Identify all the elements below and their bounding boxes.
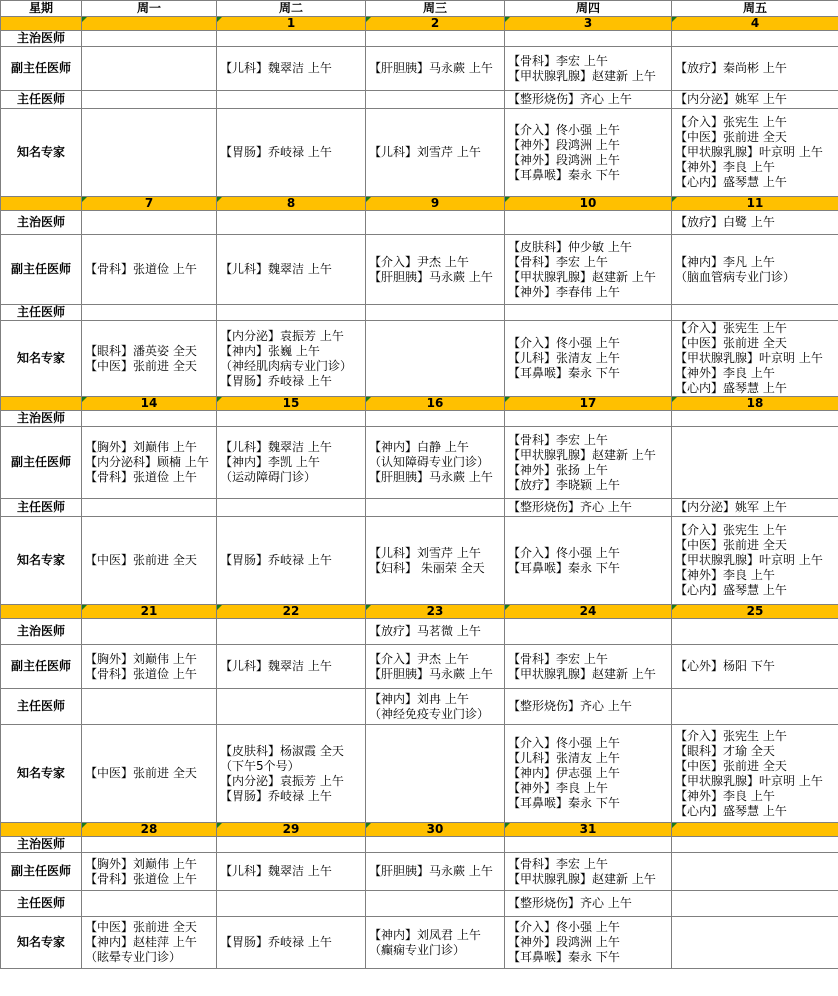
date-row <box>1 823 838 837</box>
role-label: 主治医师 <box>1 837 82 853</box>
schedule-cell-thu <box>505 837 672 853</box>
doctor-entry: （神经肌肉病专业门诊） <box>220 358 353 373</box>
doctor-entry: 【皮肤科】杨淑霞 全天 <box>220 743 344 758</box>
schedule-cell-tue <box>217 211 366 235</box>
schedule-cell-mon <box>82 235 217 305</box>
schedule-cell-mon <box>82 517 217 605</box>
schedule-cell-thu <box>505 47 672 91</box>
schedule-row <box>1 645 838 689</box>
doctor-entry: 【妇科】 朱丽荣 全天 <box>369 560 485 575</box>
date-cell-mon: 7 <box>82 197 217 211</box>
schedule-row <box>1 411 838 427</box>
doctor-entry: 【神外】张扬 上午 <box>508 462 608 477</box>
doctor-entry: 【耳鼻喉】秦永 下午 <box>508 560 620 575</box>
doctor-entry: 【胃肠】乔岐禄 上午 <box>220 788 332 803</box>
schedule-row <box>1 725 838 823</box>
doctor-entry: 【胃肠】乔岐禄 上午 <box>220 553 332 567</box>
doctor-entry: 【甲状腺乳腺】赵建新 上午 <box>508 447 656 462</box>
date-cell-wed: 9 <box>366 197 505 211</box>
schedule-cell-tue <box>217 109 366 197</box>
schedule-row <box>1 917 838 969</box>
doctor-entry: 【介入】佟小强 上午 <box>508 545 620 560</box>
doctor-entry: 【骨科】张道俭 上午 <box>85 262 197 276</box>
schedule-row <box>1 211 838 235</box>
date-cell-thu: 24 <box>505 605 672 619</box>
role-label: 主治医师 <box>1 619 82 645</box>
schedule-cell-wed <box>366 305 505 321</box>
role-label: 知名专家 <box>1 517 82 605</box>
schedule-cell-thu <box>505 109 672 197</box>
date-row-spacer <box>1 197 82 211</box>
doctor-entry: 【耳鼻喉】秦永 下午 <box>508 796 620 810</box>
schedule-cell-fri <box>672 109 838 197</box>
doctor-entry: 【整形烧伤】齐心 上午 <box>508 699 632 713</box>
doctor-entry: 【甲状腺乳腺】赵建新 上午 <box>508 871 656 886</box>
schedule-row <box>1 91 838 109</box>
doctor-entry: （眩晕专业门诊） <box>85 950 182 964</box>
doctor-entry: 【甲状腺乳腺】叶京明 上午 <box>675 773 823 788</box>
schedule-cell-wed <box>366 837 505 853</box>
schedule-cell-tue <box>217 891 366 917</box>
role-label: 主任医师 <box>1 91 82 109</box>
role-label: 主治医师 <box>1 411 82 427</box>
date-cell-fri: 4 <box>672 17 838 31</box>
schedule-cell-wed <box>366 689 505 725</box>
doctor-entry: 【耳鼻喉】秦永 下午 <box>508 950 620 964</box>
schedule-cell-tue <box>217 499 366 517</box>
doctor-entry: 【神外】李良 上午 <box>675 568 775 582</box>
doctor-entry: 【整形烧伤】齐心 上午 <box>508 92 632 106</box>
header-cell-wed: 周三 <box>366 1 505 17</box>
date-cell-mon: 28 <box>82 823 217 837</box>
doctor-entry: 【骨科】李宏 上午 <box>508 651 608 666</box>
date-row-spacer <box>1 605 82 619</box>
date-row-spacer <box>1 17 82 31</box>
date-cell-thu: 10 <box>505 197 672 211</box>
doctor-entry: 【内分泌科】顾楠 上午 <box>85 455 209 469</box>
schedule-cell-fri <box>672 619 838 645</box>
date-cell-thu: 3 <box>505 17 672 31</box>
role-label: 主治医师 <box>1 211 82 235</box>
doctor-entry: 【胸外】刘巅伟 上午 <box>85 440 197 454</box>
schedule-cell-wed <box>366 499 505 517</box>
doctor-entry: （认知障碍专业门诊） <box>369 455 490 469</box>
doctor-entry: 【骨科】张道俭 上午 <box>85 871 197 886</box>
doctor-entry: 【儿科】刘雪芹 上午 <box>369 545 481 560</box>
doctor-entry: 【放疗】马茗微 上午 <box>369 624 481 638</box>
role-label: 主任医师 <box>1 891 82 917</box>
date-row <box>1 197 838 211</box>
date-cell-tue: 1 <box>217 17 366 31</box>
schedule-cell-fri <box>672 411 838 427</box>
doctor-entry: 【骨科】张道俭 上午 <box>85 666 197 681</box>
schedule-cell-fri <box>672 853 838 891</box>
schedule-cell-wed <box>366 891 505 917</box>
role-label: 副主任医师 <box>1 853 82 891</box>
schedule-cell-fri <box>672 47 838 91</box>
date-cell-wed: 16 <box>366 397 505 411</box>
date-cell-mon: 14 <box>82 397 217 411</box>
doctor-entry: 【神外】段鸿洲 上午 <box>508 935 620 949</box>
date-cell-fri <box>672 823 838 837</box>
schedule-cell-fri <box>672 837 838 853</box>
schedule-cell-tue <box>217 517 366 605</box>
doctor-entry: 【神外】李春伟 上午 <box>508 284 620 299</box>
role-label: 知名专家 <box>1 917 82 969</box>
role-label: 知名专家 <box>1 725 82 823</box>
date-cell-wed: 23 <box>366 605 505 619</box>
doctor-entry: 【中医】张前进 全天 <box>675 336 787 350</box>
doctor-entry: 【骨科】张道俭 上午 <box>85 470 197 484</box>
schedule-cell-thu <box>505 917 672 969</box>
doctor-entry: 【内分泌】袁振芳 上午 <box>220 328 344 343</box>
doctor-entry: （癫痫专业门诊） <box>369 942 466 957</box>
header-cell-mon: 周一 <box>82 1 217 17</box>
schedule-cell-mon <box>82 47 217 91</box>
schedule-cell-thu <box>505 499 672 517</box>
schedule-cell-mon <box>82 689 217 725</box>
schedule-cell-mon <box>82 305 217 321</box>
date-cell-tue: 22 <box>217 605 366 619</box>
doctor-entry: 【骨科】李宏 上午 <box>508 254 608 269</box>
schedule-cell-tue <box>217 305 366 321</box>
schedule-cell-mon <box>82 619 217 645</box>
doctor-entry: 【放疗】白鹭 上午 <box>675 215 775 229</box>
doctor-entry: 【儿科】张清友 上午 <box>508 351 620 365</box>
role-label: 副主任医师 <box>1 47 82 91</box>
schedule-cell-thu <box>505 645 672 689</box>
doctor-entry: 【儿科】魏翠洁 上午 <box>220 61 332 75</box>
schedule-row <box>1 619 838 645</box>
date-cell-fri: 25 <box>672 605 838 619</box>
date-cell-tue: 29 <box>217 823 366 837</box>
schedule-cell-fri <box>672 427 838 499</box>
schedule-cell-thu <box>505 211 672 235</box>
doctor-entry: 【神外】段鸿洲 上午 <box>508 152 620 167</box>
schedule-cell-wed <box>366 619 505 645</box>
header-cell-thu: 周四 <box>505 1 672 17</box>
schedule-cell-mon <box>82 499 217 517</box>
doctor-entry: 【耳鼻喉】秦永 下午 <box>508 167 620 182</box>
doctor-entry: 【中医】张前进 全天 <box>85 920 197 934</box>
role-label: 知名专家 <box>1 321 82 397</box>
schedule-row <box>1 427 838 499</box>
doctor-entry: 【神内】李凯 上午 <box>220 455 320 469</box>
doctor-entry: 【儿科】魏翠洁 上午 <box>220 659 332 673</box>
date-cell-wed: 2 <box>366 17 505 31</box>
schedule-cell-thu <box>505 891 672 917</box>
doctor-entry: 【中医】张前进 全天 <box>675 758 787 773</box>
header-row <box>1 1 838 17</box>
doctor-entry: 【神内】白静 上午 <box>369 440 469 454</box>
role-label: 副主任医师 <box>1 645 82 689</box>
doctor-entry: 【整形烧伤】齐心 上午 <box>508 500 632 514</box>
doctor-entry: 【儿科】魏翠洁 上午 <box>220 864 332 878</box>
date-cell-thu: 17 <box>505 397 672 411</box>
doctor-entry: 【儿科】魏翠洁 上午 <box>220 440 332 454</box>
doctor-entry: （下午5个号） <box>220 758 300 773</box>
schedule-cell-tue <box>217 47 366 91</box>
date-row <box>1 605 838 619</box>
doctor-entry: 【甲状腺乳腺】叶京明 上午 <box>675 145 823 159</box>
doctor-entry: 【内分泌】袁振芳 上午 <box>220 773 344 788</box>
role-label: 主任医师 <box>1 689 82 725</box>
schedule-cell-thu <box>505 411 672 427</box>
schedule-cell-tue <box>217 411 366 427</box>
doctor-entry: 【内分泌】姚军 上午 <box>675 500 787 514</box>
schedule-cell-wed <box>366 853 505 891</box>
schedule-cell-wed <box>366 235 505 305</box>
doctor-entry: 【介入】尹杰 上午 <box>369 651 469 666</box>
schedule-cell-fri <box>672 211 838 235</box>
role-label: 知名专家 <box>1 109 82 197</box>
doctor-entry: 【内分泌】姚军 上午 <box>675 92 787 106</box>
doctor-entry: 【皮肤科】仲少敏 上午 <box>508 239 632 254</box>
doctor-entry: 【介入】尹杰 上午 <box>369 254 469 269</box>
schedule-cell-fri <box>672 891 838 917</box>
schedule-row <box>1 47 838 91</box>
schedule-cell-wed <box>366 47 505 91</box>
schedule-cell-fri <box>672 305 838 321</box>
schedule-row <box>1 305 838 321</box>
doctor-entry: 【甲状腺乳腺】赵建新 上午 <box>508 666 656 681</box>
schedule-row <box>1 499 838 517</box>
date-cell-wed: 30 <box>366 823 505 837</box>
schedule-cell-mon <box>82 91 217 109</box>
schedule-cell-fri <box>672 917 838 969</box>
doctor-entry: 【心内】盛琴慧 上午 <box>675 175 787 189</box>
doctor-entry: 【中医】张前进 全天 <box>675 538 787 552</box>
schedule-cell-wed <box>366 31 505 47</box>
schedule-cell-mon <box>82 31 217 47</box>
schedule-cell-tue <box>217 917 366 969</box>
doctor-entry: 【胃肠】乔岐禄 上午 <box>220 935 332 949</box>
doctor-entry: 【肝胆胰】马永蕨 上午 <box>369 470 493 484</box>
doctor-entry: 【中医】张前进 全天 <box>85 553 197 567</box>
doctor-entry: 【骨科】李宏 上午 <box>508 53 608 68</box>
schedule-cell-tue <box>217 689 366 725</box>
schedule-cell-thu <box>505 619 672 645</box>
doctor-entry: 【介入】佟小强 上午 <box>508 336 620 350</box>
doctor-entry: 【甲状腺乳腺】叶京明 上午 <box>675 351 823 365</box>
schedule-row <box>1 853 838 891</box>
schedule-cell-mon <box>82 109 217 197</box>
role-label: 主治医师 <box>1 31 82 47</box>
doctor-entry: 【胸外】刘巅伟 上午 <box>85 651 197 666</box>
schedule-cell-wed <box>366 645 505 689</box>
doctor-entry: 【神外】李良 上午 <box>675 160 775 174</box>
doctor-entry: 【肝胆胰】马永蕨 上午 <box>369 864 493 878</box>
doctor-entry: 【中医】张前进 全天 <box>85 358 197 373</box>
schedule-cell-tue <box>217 725 366 823</box>
schedule-row <box>1 321 838 397</box>
schedule-cell-fri <box>672 91 838 109</box>
doctor-entry: 【肝胆胰】马永蕨 上午 <box>369 269 493 284</box>
date-cell-fri: 11 <box>672 197 838 211</box>
date-row <box>1 397 838 411</box>
schedule-cell-thu <box>505 689 672 725</box>
schedule-cell-thu <box>505 235 672 305</box>
schedule-cell-wed <box>366 411 505 427</box>
schedule-cell-tue <box>217 321 366 397</box>
doctor-entry: 【心内】盛琴慧 上午 <box>675 583 787 597</box>
schedule-cell-wed <box>366 91 505 109</box>
schedule-cell-thu <box>505 305 672 321</box>
doctor-entry: 【心外】杨阳 下午 <box>675 659 775 673</box>
schedule-cell-wed <box>366 725 505 823</box>
doctor-entry: 【介入】张宪生 上午 <box>675 728 787 743</box>
doctor-entry: 【心内】盛琴慧 上午 <box>675 381 787 395</box>
schedule-cell-thu <box>505 31 672 47</box>
schedule-cell-tue <box>217 645 366 689</box>
schedule-cell-fri <box>672 321 838 397</box>
doctor-entry: 【神外】李良 上午 <box>508 781 608 795</box>
doctor-entry: 【胃肠】乔岐禄 上午 <box>220 373 332 388</box>
schedule-cell-tue <box>217 235 366 305</box>
schedule-cell-fri <box>672 235 838 305</box>
doctor-entry: 【介入】佟小强 上午 <box>508 920 620 934</box>
schedule-cell-mon <box>82 853 217 891</box>
schedule-cell-mon <box>82 725 217 823</box>
doctor-entry: 【神内】刘凤君 上午 <box>369 927 481 942</box>
doctor-entry: 【神内】赵桂萍 上午 <box>85 935 197 949</box>
schedule-cell-wed <box>366 211 505 235</box>
doctor-entry: 【神内】李凡 上午 <box>675 254 775 269</box>
schedule-cell-thu <box>505 427 672 499</box>
schedule-row <box>1 689 838 725</box>
doctor-entry: 【放疗】李晓颖 上午 <box>508 477 620 492</box>
doctor-entry: 【肝胆胰】马永蕨 上午 <box>369 61 493 75</box>
role-label: 副主任医师 <box>1 427 82 499</box>
date-cell-tue: 8 <box>217 197 366 211</box>
doctor-entry: 【胸外】刘巅伟 上午 <box>85 856 197 871</box>
schedule-cell-fri <box>672 689 838 725</box>
role-label: 主任医师 <box>1 305 82 321</box>
doctor-entry: （神经免疫专业门诊） <box>369 706 490 721</box>
doctor-entry: 【眼科】潘英姿 全天 <box>85 343 197 358</box>
schedule-cell-tue <box>217 619 366 645</box>
doctor-entry: 【甲状腺乳腺】赵建新 上午 <box>508 68 656 83</box>
doctor-entry: 【介入】佟小强 上午 <box>508 736 620 750</box>
schedule-row <box>1 31 838 47</box>
date-cell-tue: 15 <box>217 397 366 411</box>
schedule-row <box>1 109 838 197</box>
schedule-cell-fri <box>672 31 838 47</box>
doctor-entry: 【心内】盛琴慧 上午 <box>675 803 787 818</box>
doctor-entry: 【中医】张前进 全天 <box>85 766 197 780</box>
schedule-cell-tue <box>217 31 366 47</box>
doctor-entry: 【眼科】才瑜 全天 <box>675 743 775 758</box>
doctor-entry: 【骨科】李宏 上午 <box>508 856 608 871</box>
date-row-spacer <box>1 823 82 837</box>
doctor-entry: 【整形烧伤】齐心 上午 <box>508 896 632 910</box>
schedule-cell-tue <box>217 853 366 891</box>
schedule-cell-tue <box>217 91 366 109</box>
schedule-row <box>1 235 838 305</box>
doctor-entry: 【神外】李良 上午 <box>675 788 775 803</box>
doctor-entry: 【介入】张宪生 上午 <box>675 115 787 129</box>
schedule-cell-mon <box>82 645 217 689</box>
schedule-row <box>1 891 838 917</box>
header-cell-fri: 周五 <box>672 1 838 17</box>
schedule-row <box>1 517 838 605</box>
schedule-cell-mon <box>82 917 217 969</box>
doctor-entry: 【神内】伊志强 上午 <box>508 766 620 780</box>
doctor-entry: 【神外】段鸿洲 上午 <box>508 137 620 152</box>
schedule-cell-tue <box>217 837 366 853</box>
schedule-cell-wed <box>366 917 505 969</box>
doctor-entry: 【神内】张巍 上午 <box>220 343 320 358</box>
schedule-cell-mon <box>82 321 217 397</box>
schedule-cell-fri <box>672 725 838 823</box>
schedule-cell-thu <box>505 91 672 109</box>
schedule-cell-fri <box>672 645 838 689</box>
schedule-cell-wed <box>366 321 505 397</box>
date-cell-mon <box>82 17 217 31</box>
schedule-cell-mon <box>82 891 217 917</box>
schedule-cell-mon <box>82 411 217 427</box>
doctor-entry: 【介入】佟小强 上午 <box>508 122 620 137</box>
header-cell-tue: 周二 <box>217 1 366 17</box>
doctor-entry: （运动障碍门诊） <box>220 470 317 484</box>
doctor-entry: 【耳鼻喉】秦永 下午 <box>508 366 620 380</box>
role-label: 副主任医师 <box>1 235 82 305</box>
doctor-entry: 【胃肠】乔岐禄 上午 <box>220 145 332 159</box>
schedule-cell-thu <box>505 321 672 397</box>
doctor-entry: 【骨科】李宏 上午 <box>508 432 608 447</box>
doctor-entry: 【儿科】张清友 上午 <box>508 751 620 765</box>
doctor-entry: 【神外】李良 上午 <box>675 366 775 380</box>
doctor-entry: 【介入】张宪生 上午 <box>675 523 787 537</box>
schedule-cell-thu <box>505 725 672 823</box>
doctor-entry: 【神内】刘冉 上午 <box>369 691 469 706</box>
schedule-cell-thu <box>505 517 672 605</box>
doctor-entry: 【甲状腺乳腺】赵建新 上午 <box>508 269 656 284</box>
doctor-entry: 【介入】张宪生 上午 <box>675 321 787 335</box>
date-cell-thu: 31 <box>505 823 672 837</box>
schedule-cell-wed <box>366 109 505 197</box>
doctor-entry: （脑血管病专业门诊） <box>675 269 796 284</box>
date-row-spacer <box>1 397 82 411</box>
doctor-entry: 【中医】张前进 全天 <box>675 130 787 144</box>
schedule-cell-wed <box>366 427 505 499</box>
date-cell-mon: 21 <box>82 605 217 619</box>
doctor-entry: 【甲状腺乳腺】叶京明 上午 <box>675 553 823 567</box>
doctor-entry: 【儿科】魏翠洁 上午 <box>220 262 332 276</box>
schedule-cell-mon <box>82 427 217 499</box>
schedule-cell-mon <box>82 837 217 853</box>
schedule-cell-wed <box>366 517 505 605</box>
doctor-entry: 【儿科】刘雪芹 上午 <box>369 145 481 159</box>
doctor-entry: 【肝胆胰】马永蕨 上午 <box>369 666 493 681</box>
schedule-cell-fri <box>672 499 838 517</box>
schedule-row <box>1 837 838 853</box>
schedule-cell-fri <box>672 517 838 605</box>
schedule-body <box>1 17 838 969</box>
schedule-cell-tue <box>217 427 366 499</box>
role-label: 主任医师 <box>1 499 82 517</box>
doctor-entry: 【放疗】秦尚彬 上午 <box>675 61 787 75</box>
date-row <box>1 17 838 31</box>
schedule-cell-mon <box>82 211 217 235</box>
schedule-cell-thu <box>505 853 672 891</box>
header-cell-weekday: 星期 <box>1 1 82 17</box>
date-cell-fri: 18 <box>672 397 838 411</box>
